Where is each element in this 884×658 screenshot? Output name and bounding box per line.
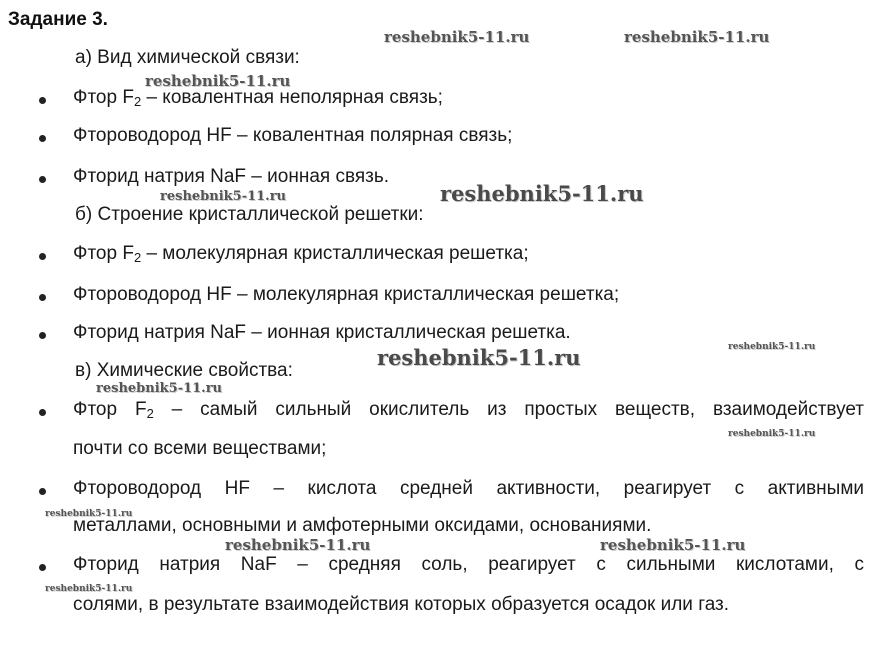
watermark: reshebnik5-11.ru [96, 381, 223, 396]
list-item-line: Фтороводород HF – кислота средней активности, реагирует с активными [73, 478, 864, 499]
section-a-heading: а) Вид химической связи: [75, 47, 300, 68]
section-b-heading: б) Строение кристаллической решетки: [75, 204, 424, 225]
list-item-line: почти со всеми веществами; [73, 438, 327, 459]
list-item-line: Фтор $F_2$ – самый сильный окислитель из простых веществ, взаимодействует [73, 399, 864, 421]
watermark: reshebnik5-11.ru [45, 584, 133, 594]
bullet-icon [38, 89, 48, 99]
list-item: Фтор $F_2$ – ковалентная неполярная связь; [73, 87, 443, 109]
list-item: Фторид натрия NaF – ионная связь. [73, 166, 390, 187]
bullet-icon [38, 286, 48, 296]
watermark: reshebnik5-11.ru [225, 536, 371, 554]
watermark: reshebnik5-11.ru [45, 509, 133, 519]
watermark: reshebnik5-11.ru [728, 429, 816, 439]
bullet-icon [38, 168, 48, 178]
bullet-icon [38, 245, 48, 255]
list-item: Фтор $F_2$ – молекулярная кристаллическая решетка; [73, 243, 529, 265]
list-item-line: солями, в результате взаимодействия которых образуется осадок или газ. [73, 594, 730, 615]
list-item: Фторид натрия NaF – ионная кристаллическая решетка. [73, 322, 571, 343]
watermark: reshebnik5-11.ru [728, 342, 816, 352]
task-title: Задание 3. [8, 9, 108, 30]
watermark: reshebnik5-11.ru [377, 345, 581, 370]
list-item-line: Фторид натрия NaF – средняя соль, реагирует с сильными кислотами, с [73, 554, 864, 575]
bullet-icon [38, 480, 48, 490]
bullet-icon [38, 127, 48, 137]
watermark: reshebnik5-11.ru [384, 28, 530, 46]
list-item-line: металлами, основными и амфотерными оксидами, основаниями. [73, 515, 652, 536]
watermark: reshebnik5-11.ru [600, 536, 746, 554]
watermark: reshebnik5-11.ru [160, 189, 287, 204]
bullet-icon [38, 324, 48, 334]
bullet-icon [38, 401, 48, 411]
watermark: reshebnik5-11.ru [440, 181, 644, 206]
section-c-heading: в) Химические свойства: [75, 360, 293, 381]
watermark: reshebnik5-11.ru [145, 72, 291, 90]
list-item: Фтороводород HF – молекулярная кристаллическая решетка; [73, 284, 620, 305]
list-item: Фтороводород HF – ковалентная полярная связь; [73, 125, 513, 146]
bullet-icon [38, 556, 48, 566]
watermark: reshebnik5-11.ru [624, 28, 770, 46]
